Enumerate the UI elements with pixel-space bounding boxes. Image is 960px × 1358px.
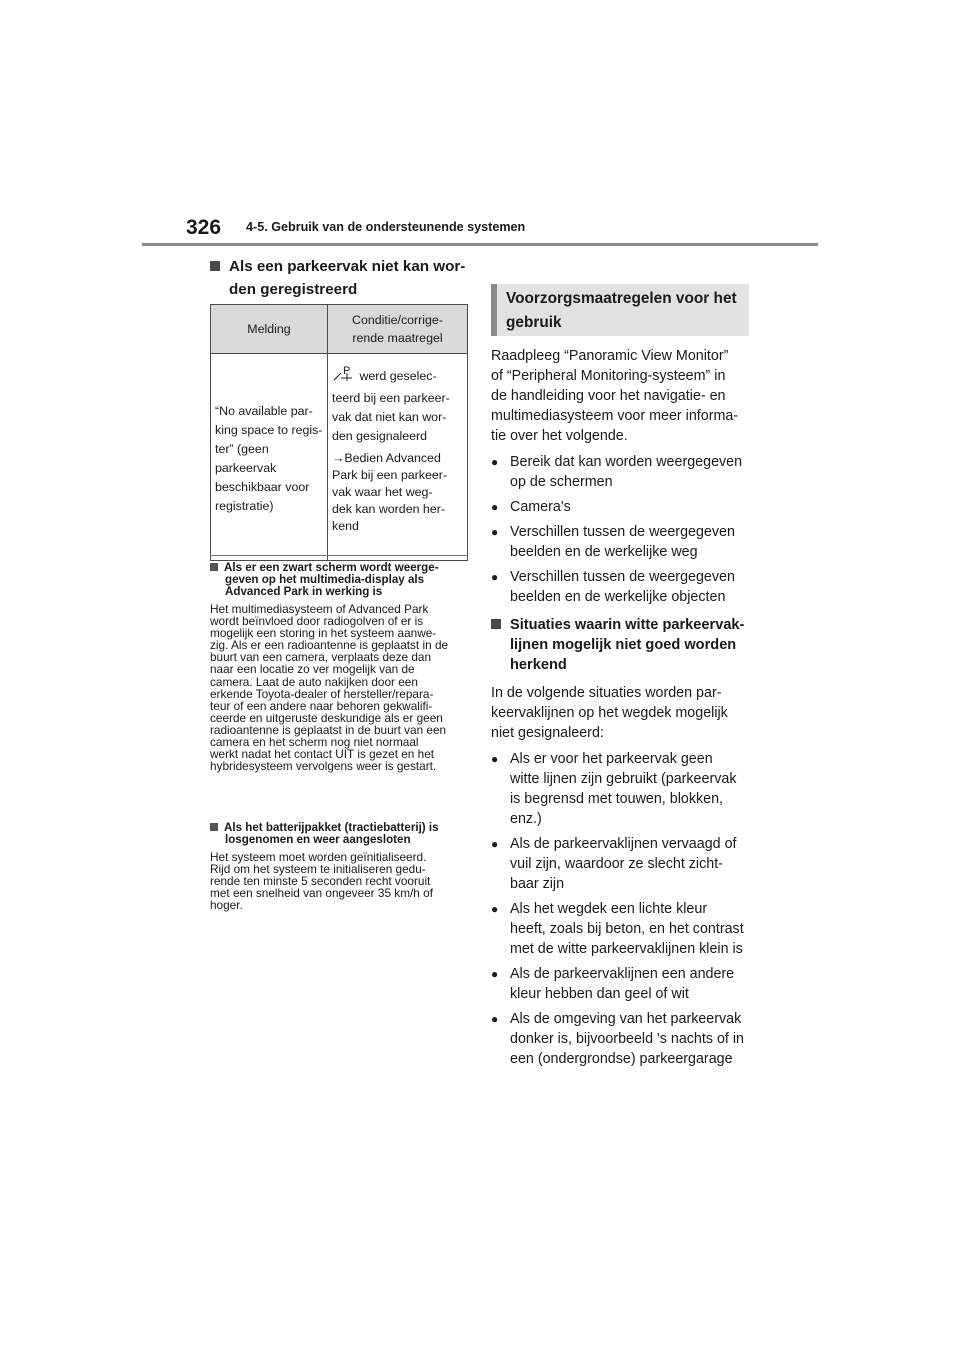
text-line: heeft, zoals bij beton, en het contrast: [510, 921, 744, 937]
text-line: hybridesysteem vervolgens weer is gestart.: [210, 759, 437, 774]
text-line: niet gesignaleerd:: [491, 725, 604, 741]
bullet-list-1: [491, 452, 753, 607]
list-item: [491, 749, 753, 829]
text-line: donker is, bijvoorbeeld 's nachts of in: [510, 1031, 744, 1047]
list-item: [491, 452, 753, 492]
intro-paragraph-2: [491, 683, 753, 743]
condition-cell: P werd geselec- teerd bij een parkeer- vak dat niet kan wor- den gesignaleerd →Bedien Advanced Park bij een parkeer- vak waar het weg- dek kan worden her- kend: [328, 354, 468, 561]
note-rule: [210, 555, 468, 556]
message-lines: [215, 402, 323, 516]
message-table: [210, 304, 468, 561]
text-line: kend: [332, 519, 359, 533]
message-cell: [211, 354, 328, 561]
text-line: met de witte parkeervaklijnen klein is: [510, 941, 743, 957]
text-line: ● Als er voor het parkeervak geen: [510, 751, 713, 767]
text-line: vak waar het weg-: [332, 485, 433, 499]
parking-space-icon: [332, 364, 356, 382]
text-line: vak dat niet kan wor-: [332, 410, 447, 424]
list-item: [491, 497, 753, 517]
text-line: ceerde en uitgeruste deskundige als er geen: [210, 710, 443, 725]
text-line: werkt nadat het contact UIT is gezet en het: [210, 747, 435, 762]
text-line: registratie): [215, 499, 274, 513]
table-header-melding: Melding: [211, 305, 328, 354]
text-line: Raadpleeg “Panoramic View Monitor”: [491, 348, 729, 364]
text-line: ● Verschillen tussen de weergegeven: [510, 524, 735, 540]
note-body: [210, 603, 472, 772]
text-line: buurt van een camera, verplaats deze dan: [210, 650, 432, 665]
text-line: erkende Toyota-dealer of hersteller/repara-: [210, 686, 434, 701]
text-line: rende ten minste 5 seconden recht vooruit: [210, 874, 431, 889]
precautions-box: [491, 284, 749, 336]
text-line: baar zijn: [510, 876, 565, 892]
text-line: een (ondergrondse) parkeergarage: [510, 1051, 733, 1067]
box-title: Voorzorgsmaatregelen voor het gebruik: [506, 290, 737, 331]
header-rule: [142, 243, 818, 246]
text-line: enz.): [510, 811, 542, 827]
list-item: [491, 834, 753, 894]
note-black-screen: [210, 562, 472, 772]
text-line: teur of een andere naar behoren gekwalifi-: [210, 698, 433, 713]
list-item: [491, 964, 753, 1004]
text-line: kleur hebben dan geel of wit: [510, 986, 689, 1002]
text-line: met een snelheid van ongeveer 35 km/h of: [210, 886, 433, 901]
text-line: ● Als het wegdek een lichte kleur: [510, 901, 708, 917]
text-line: ● Als de parkeervaklijnen een andere: [510, 966, 735, 982]
text-line: dek kan worden her-: [332, 502, 445, 516]
note-heading: Als er een zwart scherm wordt weerge- geven op het multimedia-display als Advanced Park in werking is: [210, 562, 472, 598]
list-item: [491, 522, 753, 562]
square-bullet-icon: [210, 261, 220, 271]
text-line: multimediasysteem voor meer informa-: [491, 408, 739, 424]
list-item: [491, 899, 753, 959]
text-line: hoger.: [210, 898, 243, 913]
text-line: Het multimediasysteem of Advanced Park: [210, 602, 429, 616]
text-line: ● Als de omgeving van het parkeervak: [510, 1011, 742, 1027]
text-line: Het systeem moet worden geïnitialiseerd.: [210, 850, 427, 864]
text-line: vuil zijn, waardoor ze slecht zicht-: [510, 856, 723, 872]
action-lines: [332, 450, 463, 535]
text-line: Rijd om het systeem te initialiseren gedu-: [210, 862, 426, 877]
text-line: camera en het scherm nog niet normaal: [210, 735, 419, 750]
page-number: 326: [186, 216, 222, 239]
text-line: →Bedien Advanced: [332, 451, 441, 465]
text-line: beelden en de werkelijke weg: [510, 544, 698, 560]
box-accent-bar: [491, 284, 497, 336]
text-line: ● Als de parkeervaklijnen vervaagd of: [510, 836, 737, 852]
text-line: naar een locatie zo ver mogelijk van de: [210, 662, 415, 677]
text-line: witte lijnen zijn gebruikt (parkeervak: [510, 771, 737, 787]
square-bullet-icon: [210, 823, 218, 831]
text-line: de handleiding voor het navigatie- en: [491, 388, 726, 404]
text-line: ● Verschillen tussen de weergegeven: [510, 569, 735, 585]
text-line: ● Bereik dat kan worden weergegeven: [510, 454, 743, 470]
section-title: 4-5. Gebruik van de ondersteunende systemen: [246, 220, 526, 234]
text-line: radioantenne is geplaatst in de buurt van een: [210, 722, 447, 737]
text-line: beelden en de werkelijke objecten: [510, 589, 726, 605]
text-line: Park bij een parkeer-: [332, 468, 448, 482]
note-battery: [210, 822, 472, 911]
list-item: [491, 567, 753, 607]
text-line: king space to regis-: [215, 423, 323, 437]
text-line: In de volgende situaties worden par-: [491, 685, 722, 701]
text-line: mogelijk een storing in het systeem aanwe-: [210, 626, 437, 641]
svg-text:P: P: [343, 365, 351, 377]
text-line: keervaklijnen op het wegdek mogelijk: [491, 705, 728, 721]
text-line: op de schermen: [510, 474, 613, 490]
bullet-list-2: [491, 749, 753, 1069]
intro-paragraph: [491, 346, 753, 446]
text-line: is begrensd met touwen, blokken,: [510, 791, 723, 807]
text-line: tie over het volgende.: [491, 428, 628, 444]
right-heading: Situaties waarin witte parkeervak- lijnen mogelijk niet goed worden herkend: [491, 615, 753, 675]
square-bullet-icon: [210, 563, 218, 571]
text-line: “No available par-: [215, 404, 313, 418]
text-line: beschikbaar voor: [215, 480, 310, 494]
text-line: ter” (geen parkeervak: [215, 442, 277, 475]
list-item: [491, 1009, 753, 1069]
left-heading: Als een parkeervak niet kan wor- den geregistreerd: [210, 255, 475, 301]
text-line: ● Camera's: [510, 499, 571, 515]
text-line: of “Peripheral Monitoring-systeem” in: [491, 368, 726, 384]
note-body: [210, 851, 472, 911]
note-heading: Als het batterijpakket (tractiebatterij) is losgenomen en weer aangesloten: [210, 822, 472, 846]
text-line: wordt beïnvloed door radiogolven of er is: [210, 614, 424, 629]
table-header-condition: Conditie/corrige- rende maatregel: [328, 305, 468, 354]
right-content: [491, 346, 753, 1074]
square-bullet-icon: [491, 619, 501, 629]
text-line: den gesignaleerd: [332, 429, 428, 443]
table-row: [211, 354, 468, 561]
text-line: zig. Als er een radioantenne is geplaatst in de: [210, 638, 449, 653]
text-line: camera. Laat de auto nakijken door een: [210, 674, 418, 689]
text-line: teerd bij een parkeer-: [332, 391, 450, 405]
condition-lines: [332, 389, 463, 446]
